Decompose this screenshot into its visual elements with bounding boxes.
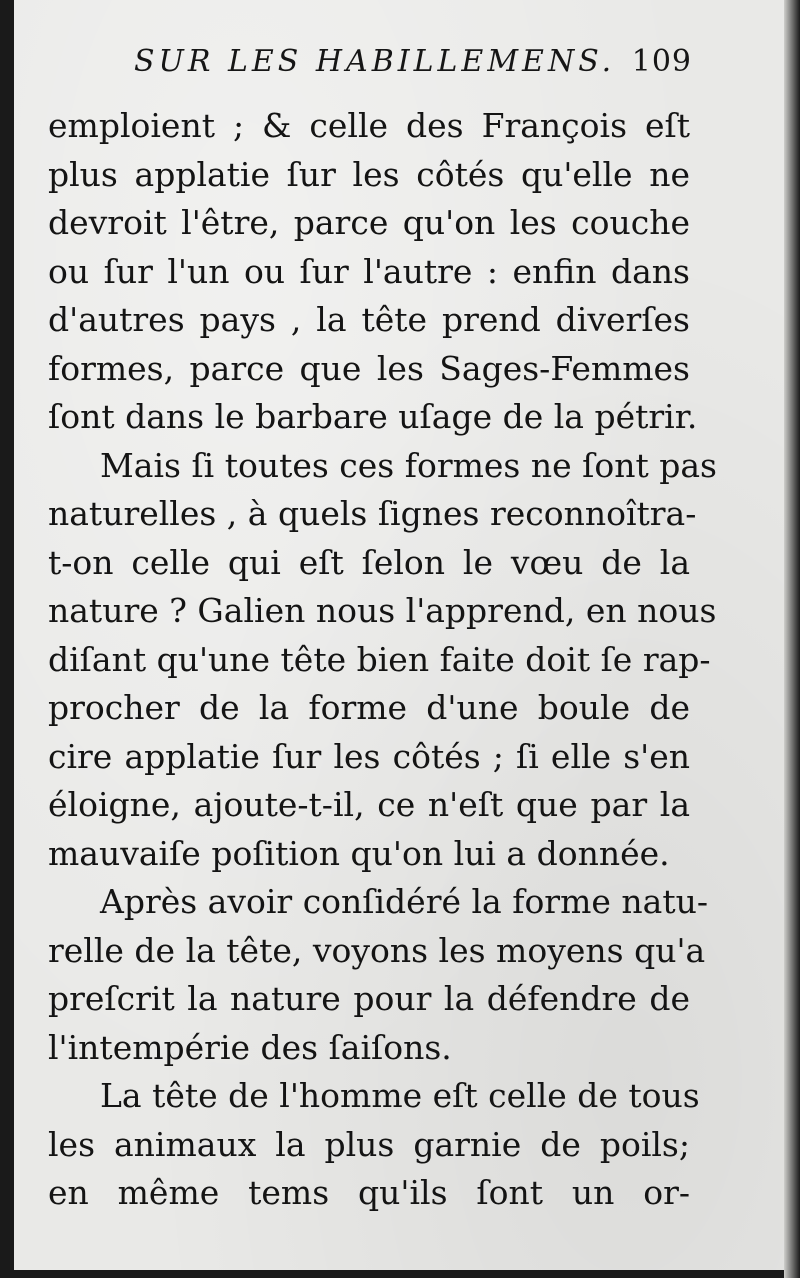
page-edge-shadow <box>784 0 800 1278</box>
text-line: d'autres pays , la tête prend diverſes <box>48 300 690 339</box>
text-line: les animaux la plus garnie de poils; <box>48 1124 690 1164</box>
text-line: preſcrit la nature pour la défendre de <box>48 979 690 1018</box>
text-line: éloigne, ajoute-t-il, ce n'eſt que par la <box>48 785 690 824</box>
text-line: en même tems qu'ils ſont un or- <box>48 1173 690 1212</box>
body-text <box>48 102 717 1218</box>
text-line: nature ? Galien nous l'apprend, en nous <box>48 591 717 630</box>
text-line: ſont dans le barbare uſage de la pétrir. <box>48 397 698 436</box>
text-line: t-on celle qui eſt ſelon le vœu de la <box>48 542 690 582</box>
text-line: naturelles , à quels ſignes reconnoîtra- <box>48 494 697 533</box>
text-line: plus applatie ſur les côtés qu'elle ne <box>48 154 690 194</box>
text-line: ou ſur l'un ou ſur l'autre : enfin dans <box>48 251 690 291</box>
paragraph-start-line: Après avoir conſidéré la forme natu- <box>100 882 708 921</box>
text-line: formes, parce que les Sages-Femmes <box>48 348 690 388</box>
text-line: mauvaiſe poſition qu'on lui a donnée. <box>48 833 670 873</box>
text-line: emploient ; & celle des François eſt <box>48 106 690 145</box>
running-head <box>134 40 694 100</box>
text-line: devroit l'être, parce qu'on les couche <box>48 203 690 242</box>
paragraph-start-line: La tête de l'homme eſt celle de tous <box>100 1076 700 1115</box>
paragraph-start-line: Mais ſi toutes ces formes ne ſont pas <box>100 445 717 485</box>
text-line: procher de la forme d'une boule de <box>48 688 690 727</box>
text-line: l'intempérie des ſaiſons. <box>48 1027 452 1067</box>
running-title: SUR LES HABILLEMENS. <box>134 44 616 79</box>
text-line: relle de la tête, voyons les moyens qu'a <box>48 930 706 970</box>
text-line: cire applatie ſur les côtés ; ſi elle s'en <box>48 736 690 776</box>
text-line: diſant qu'une tête bien faite doit ſe rap- <box>48 639 711 679</box>
page-number: 109 <box>631 44 692 79</box>
